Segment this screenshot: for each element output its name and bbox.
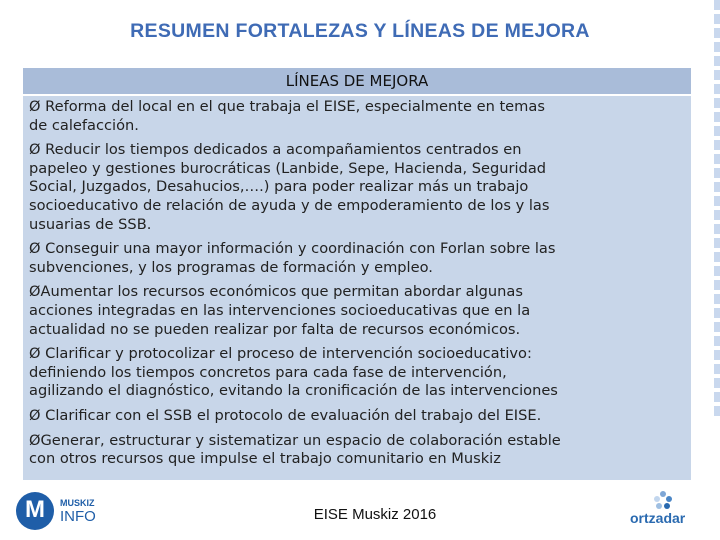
decorative-strip (714, 0, 720, 420)
improvement-table (22, 67, 692, 481)
list-item: Ø Clarificar con el SSB el protocolo de evaluación del trabajo del EISE. (29, 406, 542, 424)
ortzadar-logo-text: ortzadar (630, 510, 686, 526)
table-header: LÍNEAS DE MEJORA (23, 68, 691, 96)
table-body (23, 96, 691, 480)
logo-text-line1: MUSKIZ (60, 498, 95, 508)
ortzadar-logo-icon (652, 490, 674, 512)
list-item: ØAumentar los recursos económicos que permitan abordar algunas acciones integradas en las intervenciones socioeducativas que en la actualidad no se pueden realizar por falta de recursos económicos. (29, 283, 531, 338)
ortzadar-logo (630, 490, 710, 530)
list-item: Ø Clarificar y protocolizar el proceso de intervención socioeducativo: definiendo los tiempos concretos para cada fase de intervención, agilizando el diagnóstico, evitando la cronificación de las intervenciones (29, 345, 558, 400)
list-item: Ø Reducir los tiempos dedicados a acompañamientos centrados en papeleo y gestiones burocráticas (Lanbide, Sepe, Hacienda, Seguridad Social, Juzgados, Desahucios,….) para poder realizar más un trabajo socioeducativo de relación de ayuda y de empoderamiento de los y las usuarias de SSB. (29, 141, 550, 233)
list-item: Ø Conseguir una mayor información y coordinación con Forlan sobre las subvenciones, y los programas de formación y empleo. (29, 240, 556, 276)
list-item: Ø Reforma del local en el que trabaja el EISE, especialmente en temas de calefacción. (29, 98, 545, 134)
list-item: ØGenerar, estructurar y sistematizar un espacio de colaboración estable con otros recursos que impulse el trabajo comunitario en Muskiz (29, 431, 561, 468)
page-title: RESUMEN FORTALEZAS Y LÍNEAS DE MEJORA (130, 20, 590, 42)
logo-text-line2: INFO (60, 508, 96, 525)
footer-text: EISE Muskiz 2016 (313, 506, 437, 523)
